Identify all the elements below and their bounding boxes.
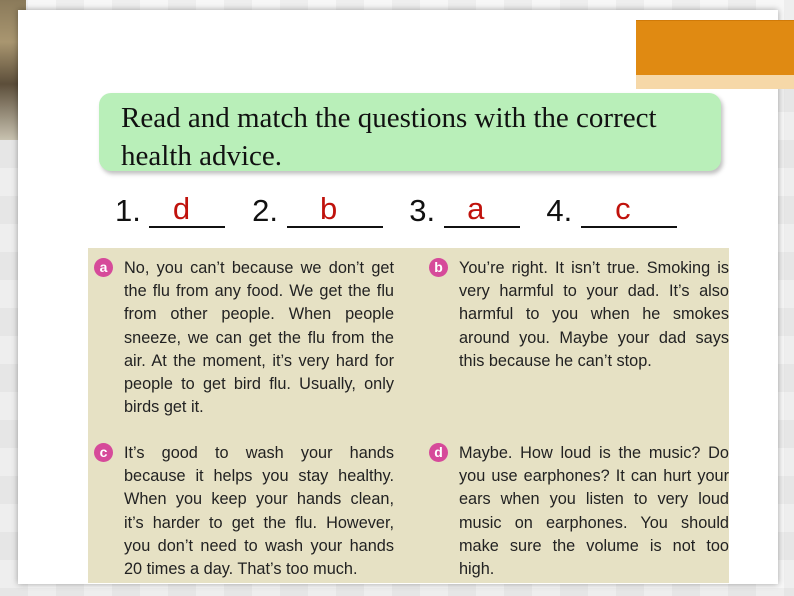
answer-blank bbox=[287, 193, 383, 228]
advice-a bbox=[94, 257, 394, 419]
advice-text: It’s good to wash your hands because it helps you stay healthy. When you keep your hands clean, it’s harder to get the flu. However, you don’t need to wash your hands 20 times a day. That’s too much. bbox=[124, 444, 394, 579]
letter-badge: c bbox=[94, 443, 113, 462]
letter-badge: b bbox=[429, 258, 448, 277]
advice-text: Maybe. How loud is the music? Do you use earphones? It can hurt your ears when you listen to very loud music on earphones. You should make sure the volume is not too high. bbox=[459, 444, 729, 579]
advice-c bbox=[94, 442, 394, 581]
answer-item-4 bbox=[546, 193, 676, 229]
answer-number: 3. bbox=[409, 193, 436, 228]
advice-b bbox=[429, 257, 729, 373]
instruction-text: Read and match the questions with the correct health advice. bbox=[121, 102, 657, 172]
answer-item-2 bbox=[252, 193, 382, 229]
answer-number: 1. bbox=[115, 193, 141, 228]
letter-badge: a bbox=[94, 258, 113, 277]
answer-item-3 bbox=[409, 193, 519, 229]
advice-panel bbox=[88, 248, 729, 583]
answer-blank bbox=[581, 193, 677, 228]
advice-text: You’re right. It isn’t true. Smoking is very harmful to your dad. It’s also harmful to you when he smokes around you. Maybe your dad says this because he can’t stop. bbox=[459, 259, 729, 370]
answer-letter: c bbox=[615, 191, 631, 226]
answer-blank bbox=[444, 193, 520, 228]
advice-d bbox=[429, 442, 729, 581]
answer-item-1 bbox=[115, 193, 225, 229]
letter-badge: d bbox=[429, 443, 448, 462]
advice-text: No, you can’t because we don’t get the flu from any food. We get the flu from other people. When people sneeze, we can get the flu from the air. At the moment, it’s very hard for people to get bird flu. Usually, only birds get it. bbox=[124, 259, 394, 417]
orange-accent-shadow bbox=[636, 75, 794, 89]
answer-number: 2. bbox=[252, 193, 278, 228]
orange-accent-bar bbox=[636, 20, 794, 76]
answer-blank bbox=[149, 193, 225, 228]
answer-letter: d bbox=[172, 191, 191, 226]
answer-row bbox=[115, 193, 695, 233]
answer-number: 4. bbox=[546, 193, 573, 228]
instruction-box bbox=[99, 93, 721, 171]
answer-letter: a bbox=[467, 191, 485, 226]
answer-letter: b bbox=[319, 191, 338, 226]
